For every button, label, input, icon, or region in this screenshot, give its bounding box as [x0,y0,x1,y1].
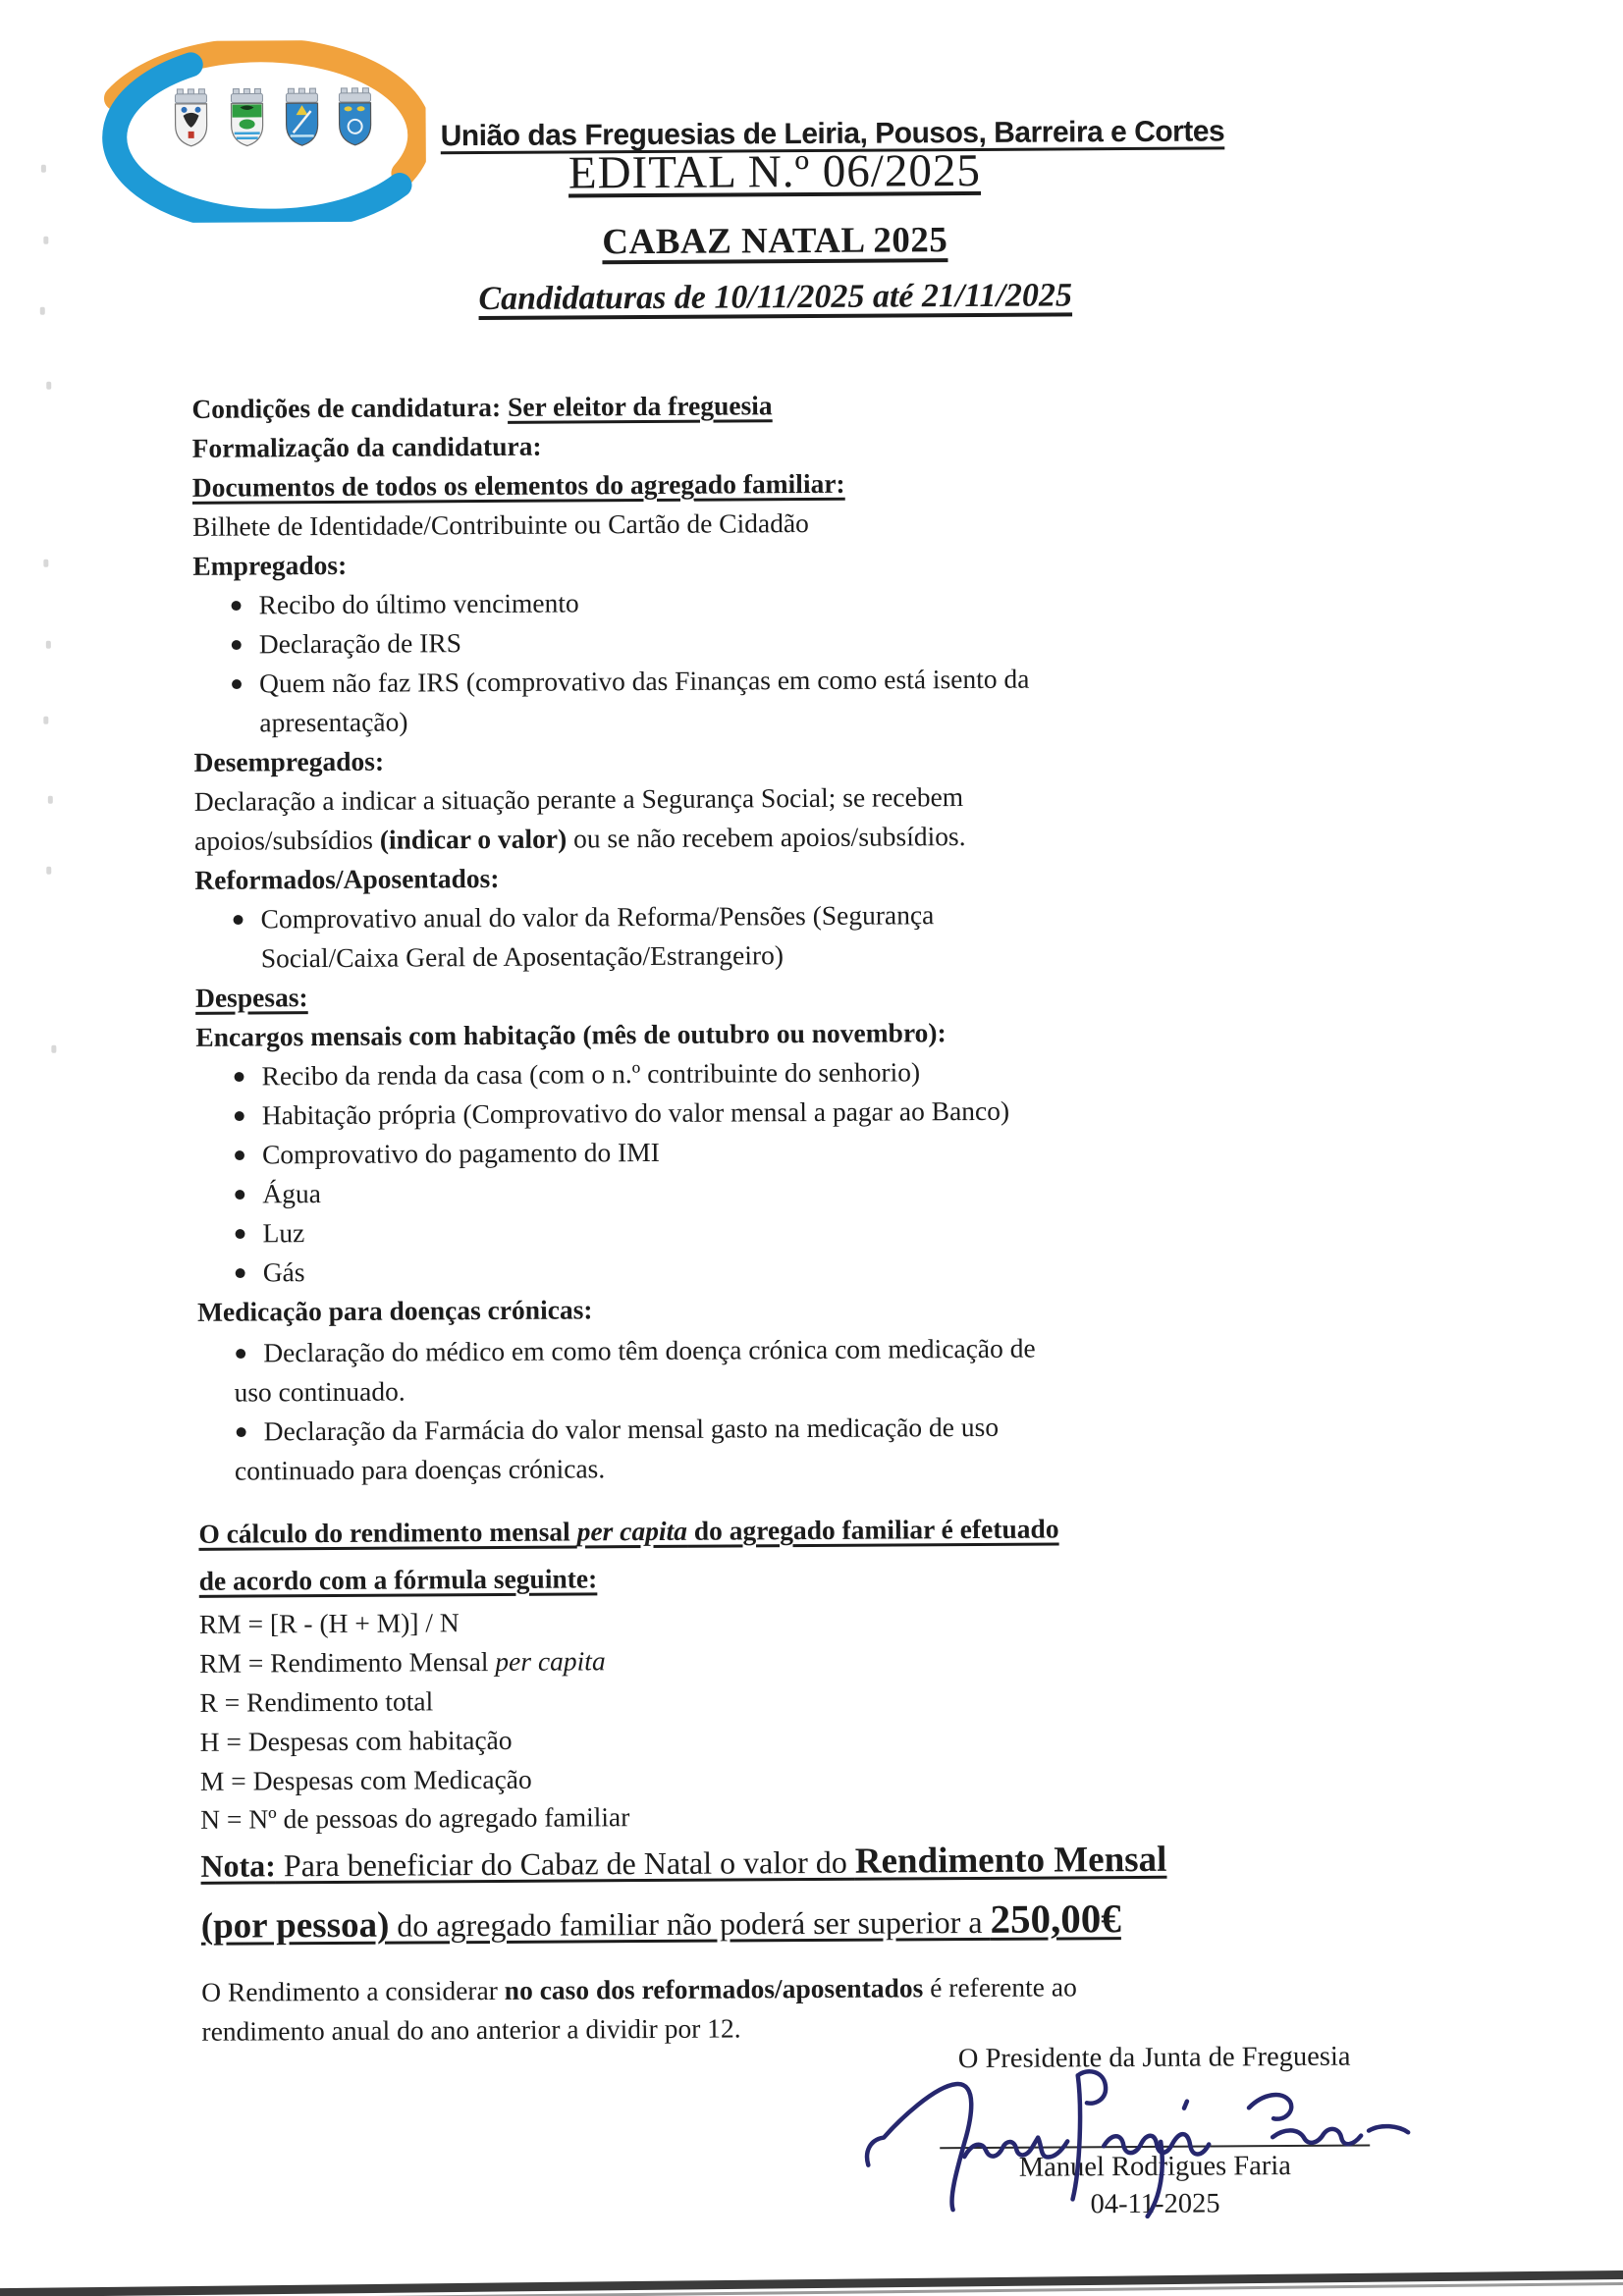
text-segment: no caso dos reformados/aposentados [504,1972,924,2005]
text-segment: Quem não faz IRS (comprovativo das Finanças em como está isento da [259,663,1030,699]
text-segment: O cálculo do rendimento mensal [198,1516,577,1549]
document-title: CABAZ NATAL 2025 [602,220,948,263]
text-segment: (por pessoa) [200,1904,390,1947]
document-body [191,382,1507,2052]
text-segment: continuado para doenças crónicas. [234,1453,606,1486]
text-segment: Reformados/Aposentados: [194,862,500,895]
bullet-icon: ● [233,1181,247,1206]
signatory-name: Manuel Rodrigues Faria [1018,2151,1291,2183]
text-segment: Habitação própria (Comprovativo do valor mensal a pagar ao Banco) [261,1095,1010,1131]
scan-speck [43,717,48,724]
text-segment: Recibo do último vencimento [258,587,579,620]
bullet-icon: ● [233,1259,247,1285]
scan-speck [43,237,48,244]
bullet-icon: ● [232,1142,247,1167]
body-line [198,1503,1504,1558]
bullet-icon: ● [232,1063,246,1089]
body-line [201,1888,1507,1957]
text-segment: Declaração a indicar a situação perante a Segurança Social; se recebem [193,781,964,817]
text-segment: Luz [262,1217,305,1249]
text-segment: Recibo da renda da casa (com o n.º contribuinte do senhorio) [261,1056,921,1092]
bullet-icon: ● [230,670,244,696]
text-segment: Para beneficiar do Cabaz de Natal o valor do [275,1843,855,1884]
body-line [198,1444,1504,1491]
text-segment: Nota: [200,1847,276,1884]
text-segment: R = Rendimento total [199,1685,434,1718]
text-segment: H = Despesas com habitação [199,1724,513,1757]
bullet-icon: ● [234,1418,248,1444]
bullet-icon: ● [232,1102,246,1128]
text-segment: Declaração do médico em como têm doença crónica com medicação de [263,1332,1036,1368]
bullet-icon: ● [231,906,245,932]
scan-speck [48,796,53,804]
text-segment: Ser eleitor da freguesia [507,390,773,422]
text-segment: per capita [495,1645,606,1677]
bullet-icon: ● [234,1340,248,1365]
text-segment: Documentos de todos os elementos do agregado familiar: [191,467,845,503]
text-segment: apresentação) [259,706,408,738]
scan-speck [51,1045,56,1053]
signature-section [919,2040,1391,2225]
scan-speck [46,867,51,875]
scan-speck [43,560,48,567]
crest-pousos-icon [231,88,262,145]
text-segment: RM = [R - (H + M)] / N [198,1607,460,1639]
text-segment: do agregado familiar não poderá ser superior a [389,1903,991,1944]
text-segment: Formalização da candidatura: [191,430,542,463]
text-segment: Água [262,1178,321,1209]
crest-leiria-icon [175,89,206,146]
text-segment: Declaração da Farmácia do valor mensal gasto na medicação de uso [263,1411,1000,1447]
bullet-icon: ● [229,631,243,657]
text-segment: Empregados: [192,549,348,581]
scan-speck [46,382,51,390]
scan-speck [40,307,45,315]
signature-role: O Presidente da Junta de Freguesia [957,2041,1351,2075]
text-segment: do agregado familiar é efetuado [686,1513,1059,1546]
bullet-icon: ● [233,1220,247,1246]
text-segment: Comprovativo do pagamento do IMI [261,1136,660,1170]
text-segment: per capita [576,1515,688,1547]
text-segment: Gás [262,1256,305,1288]
org-title: União das Freguesias de Leiria, Pousos, Barreira e Cortes [440,115,1225,153]
edital-number: EDITAL N.º 06/2025 [568,144,982,199]
scan-speck [41,165,46,173]
crest-cortes-icon [339,88,370,145]
text-segment: O Rendimento a considerar [201,1974,505,2007]
text-segment: Condições de candidatura: [191,391,509,424]
text-segment: Medicação para doenças crónicas: [196,1294,593,1327]
text-segment: Declaração de IRS [258,627,462,660]
text-segment: 250,00€ [990,1896,1121,1942]
text-segment: é referente ao [923,1971,1077,2003]
text-segment: M = Despesas com Medicação [199,1763,532,1796]
text-segment: RM = Rendimento Mensal [199,1645,496,1679]
text-segment: uso continuado. [234,1375,406,1408]
text-segment: Despesas: [194,982,308,1013]
body-line [200,1831,1506,1896]
text-segment: rendimento anual do ano anterior a dividir por 12. [201,2012,741,2047]
text-segment: Social/Caixa Geral de Aposentação/Estrangeiro) [260,939,784,974]
signature-date: 04-11-2025 [1090,2188,1220,2220]
text-segment: Bilhete de Identidade/Contribuinte ou Cartão de Cidadão [192,507,809,542]
body-line [197,1285,1503,1332]
text-segment: N = Nº de pessoas do agregado familiar [200,1801,630,1835]
text-segment: Comprovativo anual do valor da Reforma/Pensões (Segurança [260,899,935,934]
scan-speck [46,641,51,649]
text-segment: Rendimento Mensal [854,1839,1167,1882]
body-line [199,1550,1505,1605]
text-segment: Encargos mensais com habitação (mês de outubro ou novembro): [195,1017,947,1052]
text-segment: apoios/subsídios [193,824,380,856]
text-segment: Desempregados: [193,745,385,777]
text-segment: ou se não recebem apoios/subsídios. [567,821,966,854]
text-segment: de acordo com a fórmula seguinte: [198,1563,598,1596]
bullet-icon: ● [229,592,243,617]
text-segment: (indicar o valor) [379,823,568,855]
crest-barreira-icon [286,88,317,145]
application-dates: Candidaturas de 10/11/2025 até 21/11/2025 [478,277,1073,318]
